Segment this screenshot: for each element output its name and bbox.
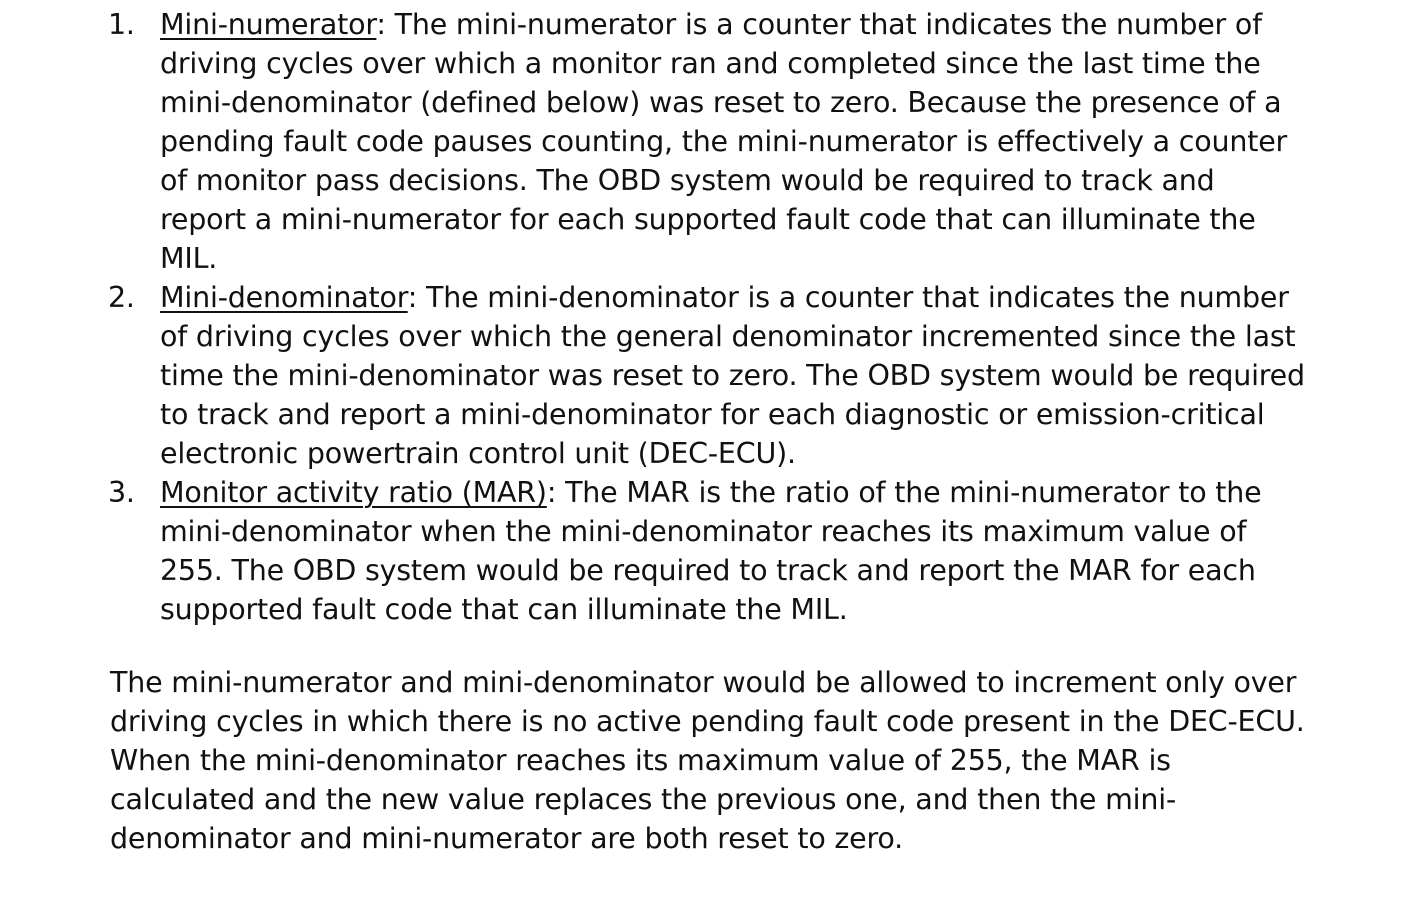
definition-content (160, 8, 1287, 275)
list-number: 1. (108, 8, 135, 41)
definition-term: Mini-denominator (160, 281, 408, 314)
definition-item-mini-numerator (108, 5, 1308, 278)
definition-list (108, 5, 1308, 629)
definition-text: : The mini-denominator is a counter that indicates the number of driving cycles over which the general denominator incremented since the last time the mini-denominator was reset to zero. The OBD system would be required to track and report a mini-denominator for each diagnostic or emission-critical electronic powertrain control unit (DEC-ECU). (160, 281, 1305, 470)
closing-paragraph: The mini-numerator and mini-denominator would be allowed to increment only over driving cycles in which there is no active pending fault code present in the DEC-ECU. When the mini-denominator reaches its maximum value of 255, the MAR is calculated and the new value replaces the previous one, and then the mini-denominator and mini-numerator are both reset to zero. (110, 666, 1305, 855)
definition-text: : The MAR is the ratio of the mini-numerator to the mini-denominator when the mini-denominator reaches its maximum value of 255. The OBD system would be required to track and report the MAR for each supported fault code that can illuminate the MIL. (160, 476, 1262, 626)
list-number: 3. (108, 476, 135, 509)
definition-term: Mini-numerator (160, 8, 377, 41)
definition-content (160, 476, 1261, 626)
definition-item-monitor-activity-ratio (108, 473, 1308, 629)
definition-text: : The mini-numerator is a counter that indicates the number of driving cycles over which a monitor ran and completed since the last time the mini-denominator (defined below) was reset to zero. Because the presence of a pending fault code pauses counting, the mini-numerator is effectively a counter of monitor pass decisions. The OBD system would be required to track and report a mini-numerator for each supported fault code that can illuminate the MIL. (160, 8, 1288, 275)
definition-item-mini-denominator (108, 278, 1308, 473)
list-number: 2. (108, 281, 135, 314)
definition-term: Monitor activity ratio (MAR) (160, 476, 547, 509)
definition-content (160, 281, 1305, 470)
